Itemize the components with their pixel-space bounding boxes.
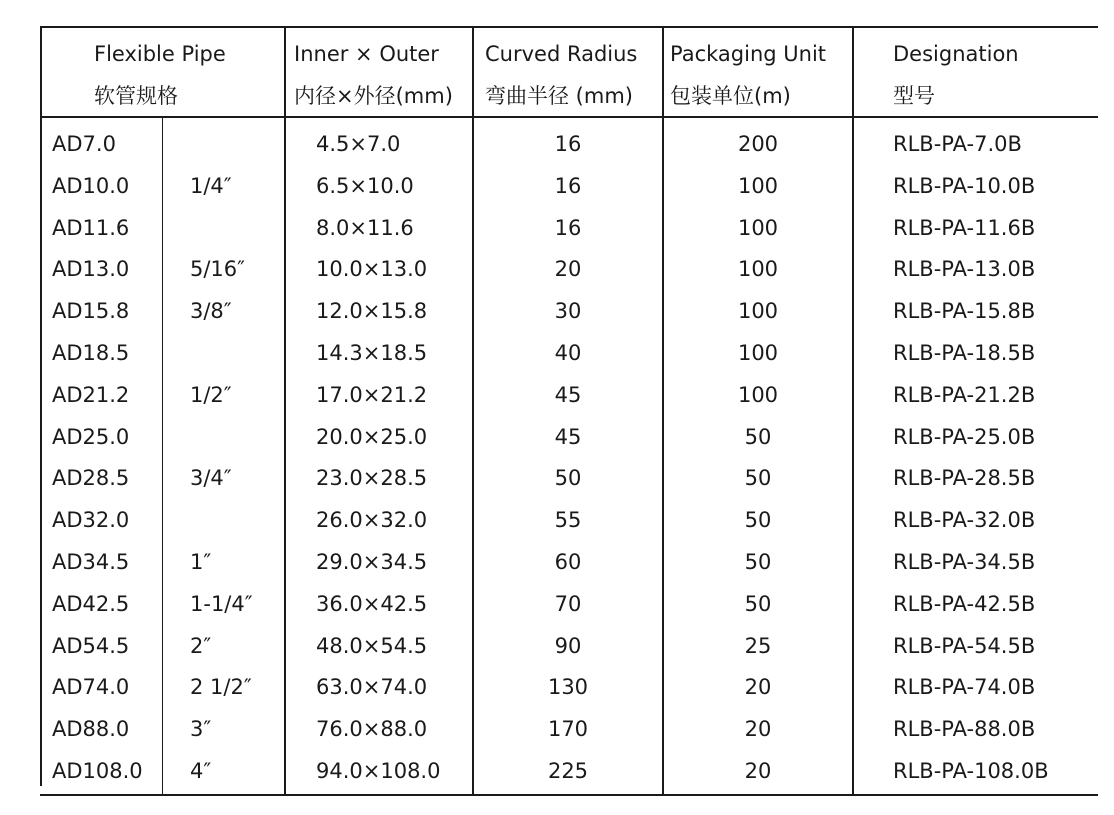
header-flexible-pipe-en: Flexible Pipe bbox=[94, 42, 226, 66]
cell-inch-size: 3/8″ bbox=[190, 299, 232, 323]
cell-inch-size: 2 1/2″ bbox=[190, 675, 252, 699]
cell-curved-radius: 45 bbox=[554, 425, 582, 449]
cell-curved-radius: 16 bbox=[554, 216, 582, 240]
cell-curved-radius: 30 bbox=[554, 299, 582, 323]
cell-curved-radius: 55 bbox=[554, 508, 582, 532]
subcol-divider bbox=[162, 117, 163, 796]
cell-designation: RLB-PA-13.0B bbox=[893, 257, 1036, 281]
cell-curved-radius: 225 bbox=[547, 759, 589, 783]
cell-inch-size: 1/2″ bbox=[190, 383, 232, 407]
table-left-border bbox=[40, 26, 42, 786]
cell-curved-radius: 16 bbox=[554, 132, 582, 156]
cell-curved-radius: 45 bbox=[554, 383, 582, 407]
col-divider-1 bbox=[284, 26, 286, 796]
cell-inner-outer: 26.0×32.0 bbox=[316, 508, 428, 532]
cell-curved-radius: 130 bbox=[547, 675, 589, 699]
cell-designation: RLB-PA-21.2B bbox=[893, 383, 1036, 407]
table-bottom-border bbox=[40, 794, 1098, 796]
cell-curved-radius: 90 bbox=[554, 634, 582, 658]
cell-inner-outer: 17.0×21.2 bbox=[316, 383, 428, 407]
cell-inner-outer: 94.0×108.0 bbox=[316, 759, 441, 783]
header-bottom-border bbox=[40, 116, 1098, 118]
cell-inner-outer: 6.5×10.0 bbox=[316, 174, 414, 198]
cell-inch-size: 5/16″ bbox=[190, 257, 246, 281]
cell-pipe-spec: AD18.5 bbox=[52, 341, 130, 365]
cell-packaging-unit: 50 bbox=[744, 425, 772, 449]
cell-pipe-spec: AD108.0 bbox=[52, 759, 143, 783]
cell-inner-outer: 63.0×74.0 bbox=[316, 675, 428, 699]
cell-curved-radius: 20 bbox=[554, 257, 582, 281]
cell-pipe-spec: AD7.0 bbox=[52, 132, 116, 156]
cell-inner-outer: 14.3×18.5 bbox=[316, 341, 428, 365]
cell-inner-outer: 48.0×54.5 bbox=[316, 634, 428, 658]
cell-designation: RLB-PA-10.0B bbox=[893, 174, 1036, 198]
cell-designation: RLB-PA-74.0B bbox=[893, 675, 1036, 699]
cell-inner-outer: 8.0×11.6 bbox=[316, 216, 414, 240]
cell-packaging-unit: 100 bbox=[737, 174, 779, 198]
cell-curved-radius: 170 bbox=[547, 717, 589, 741]
col-divider-4 bbox=[852, 26, 854, 796]
cell-designation: RLB-PA-34.5B bbox=[893, 550, 1036, 574]
cell-designation: RLB-PA-54.5B bbox=[893, 634, 1036, 658]
cell-curved-radius: 70 bbox=[554, 592, 582, 616]
cell-designation: RLB-PA-32.0B bbox=[893, 508, 1036, 532]
header-curved-radius-zh: 弯曲半径 (mm) bbox=[485, 84, 633, 108]
cell-pipe-spec: AD54.5 bbox=[52, 634, 130, 658]
cell-inner-outer: 10.0×13.0 bbox=[316, 257, 428, 281]
header-designation-zh: 型号 bbox=[893, 84, 935, 108]
cell-pipe-spec: AD15.8 bbox=[52, 299, 130, 323]
cell-designation: RLB-PA-88.0B bbox=[893, 717, 1036, 741]
cell-packaging-unit: 50 bbox=[744, 592, 772, 616]
cell-inch-size: 2″ bbox=[190, 634, 212, 658]
cell-designation: RLB-PA-108.0B bbox=[893, 759, 1049, 783]
cell-packaging-unit: 100 bbox=[737, 299, 779, 323]
header-designation-en: Designation bbox=[893, 42, 1019, 66]
spec-table bbox=[40, 26, 1098, 796]
cell-inch-size: 4″ bbox=[190, 759, 212, 783]
cell-packaging-unit: 25 bbox=[744, 634, 772, 658]
cell-designation: RLB-PA-15.8B bbox=[893, 299, 1036, 323]
cell-curved-radius: 60 bbox=[554, 550, 582, 574]
header-packaging-unit-en: Packaging Unit bbox=[670, 42, 827, 66]
cell-inch-size: 3″ bbox=[190, 717, 212, 741]
cell-packaging-unit: 20 bbox=[744, 675, 772, 699]
cell-packaging-unit: 20 bbox=[744, 759, 772, 783]
cell-packaging-unit: 50 bbox=[744, 466, 772, 490]
cell-pipe-spec: AD13.0 bbox=[52, 257, 130, 281]
cell-designation: RLB-PA-18.5B bbox=[893, 341, 1036, 365]
cell-pipe-spec: AD21.2 bbox=[52, 383, 130, 407]
cell-inner-outer: 23.0×28.5 bbox=[316, 466, 428, 490]
cell-inner-outer: 12.0×15.8 bbox=[316, 299, 428, 323]
cell-pipe-spec: AD32.0 bbox=[52, 508, 130, 532]
cell-pipe-spec: AD34.5 bbox=[52, 550, 130, 574]
cell-designation: RLB-PA-11.6B bbox=[893, 216, 1036, 240]
cell-inch-size: 1/4″ bbox=[190, 174, 232, 198]
cell-pipe-spec: AD25.0 bbox=[52, 425, 130, 449]
cell-inch-size: 3/4″ bbox=[190, 466, 232, 490]
header-inner-outer-en: Inner × Outer bbox=[294, 42, 439, 66]
cell-packaging-unit: 100 bbox=[737, 383, 779, 407]
cell-pipe-spec: AD88.0 bbox=[52, 717, 130, 741]
header-flexible-pipe-zh: 软管规格 bbox=[94, 84, 178, 108]
cell-inner-outer: 20.0×25.0 bbox=[316, 425, 428, 449]
cell-designation: RLB-PA-42.5B bbox=[893, 592, 1036, 616]
cell-inner-outer: 36.0×42.5 bbox=[316, 592, 428, 616]
cell-packaging-unit: 20 bbox=[744, 717, 772, 741]
cell-packaging-unit: 100 bbox=[737, 257, 779, 281]
cell-inch-size: 1″ bbox=[190, 550, 212, 574]
header-inner-outer-zh: 内径×外径(mm) bbox=[294, 84, 453, 108]
cell-pipe-spec: AD28.5 bbox=[52, 466, 130, 490]
cell-curved-radius: 16 bbox=[554, 174, 582, 198]
cell-packaging-unit: 100 bbox=[737, 216, 779, 240]
cell-packaging-unit: 50 bbox=[744, 550, 772, 574]
cell-packaging-unit: 100 bbox=[737, 341, 779, 365]
cell-packaging-unit: 200 bbox=[737, 132, 779, 156]
cell-inner-outer: 4.5×7.0 bbox=[316, 132, 401, 156]
cell-pipe-spec: AD74.0 bbox=[52, 675, 130, 699]
cell-pipe-spec: AD10.0 bbox=[52, 174, 130, 198]
cell-designation: RLB-PA-25.0B bbox=[893, 425, 1036, 449]
header-packaging-unit-zh: 包装单位(m) bbox=[670, 84, 791, 108]
table-top-border bbox=[40, 26, 1098, 28]
cell-curved-radius: 40 bbox=[554, 341, 582, 365]
cell-inner-outer: 29.0×34.5 bbox=[316, 550, 428, 574]
cell-designation: RLB-PA-7.0B bbox=[893, 132, 1022, 156]
cell-pipe-spec: AD11.6 bbox=[52, 216, 130, 240]
cell-curved-radius: 50 bbox=[554, 466, 582, 490]
cell-packaging-unit: 50 bbox=[744, 508, 772, 532]
header-curved-radius-en: Curved Radius bbox=[485, 42, 638, 66]
cell-pipe-spec: AD42.5 bbox=[52, 592, 130, 616]
cell-designation: RLB-PA-28.5B bbox=[893, 466, 1036, 490]
cell-inch-size: 1-1/4″ bbox=[190, 592, 253, 616]
cell-inner-outer: 76.0×88.0 bbox=[316, 717, 428, 741]
